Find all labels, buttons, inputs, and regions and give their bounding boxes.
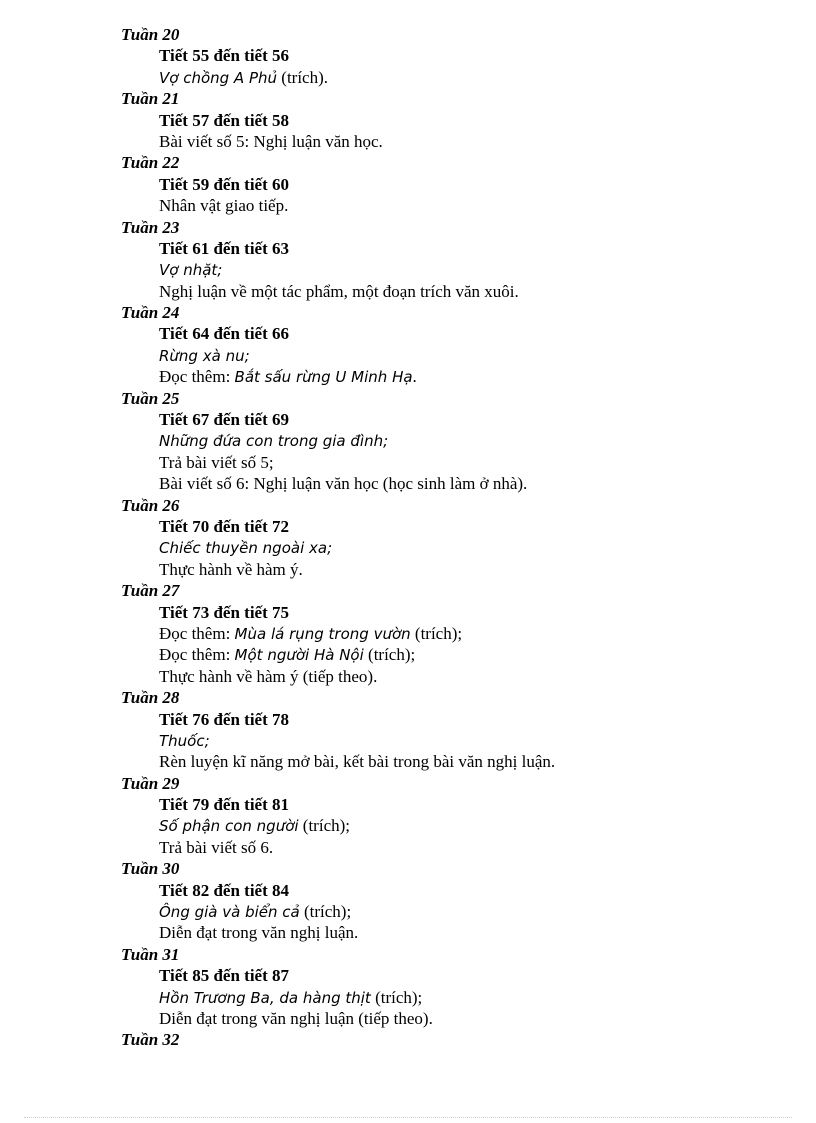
period-range: Tiết 64 đến tiết 66 [159,324,290,344]
lesson-text: Nhân vật giao tiếp. [159,196,289,216]
lesson-item [0,922,816,943]
week-heading: Tuần 31 [121,944,180,964]
lesson-text: (trích); [298,816,350,836]
lesson-text: Đọc thêm: [159,645,235,665]
lesson-text: Bài viết số 5: Nghị luận văn học. [159,131,383,151]
work-title: Chiếc thuyền ngoài xa; [159,539,333,558]
lesson-text: Bài viết số 6: Nghị luận văn học (học sinh làm ở nhà). [159,474,528,494]
work-title: Bắt sấu rừng U Minh Hạ [234,368,413,387]
work-title: Những đứa con trong gia đình; [159,432,389,451]
lesson-item [0,259,816,280]
lesson-item [0,987,816,1008]
lesson-item [0,131,816,152]
lesson-text: (trích). [277,67,329,87]
lesson-text: (trích); [363,645,416,665]
lesson-item [0,430,816,451]
work-title: Mùa lá rụng trong vườn [234,624,411,643]
period-range: Tiết 59 đến tiết 60 [159,174,290,194]
week-heading: Tuần 20 [121,25,180,44]
lesson-text: Nghị luận về một tác phẩm, một đoạn trích văn xuôi. [159,281,519,301]
lesson-text: Diễn đạt trong văn nghị luận. [159,923,359,943]
week-heading: Tuần 26 [121,495,180,515]
lesson-text: Diễn đạt trong văn nghị luận (tiếp theo). [159,1008,433,1028]
period-range: Tiết 61 đến tiết 63 [159,238,290,258]
week-heading: Tuần 29 [121,773,180,793]
period-range: Tiết 79 đến tiết 81 [159,795,290,815]
period-range: Tiết 57 đến tiết 58 [159,110,290,130]
lesson-item [0,623,816,644]
week-heading: Tuần 22 [121,153,180,173]
period-range: Tiết 67 đến tiết 69 [159,410,290,430]
lesson-item [0,559,816,580]
period-range: Tiết 55 đến tiết 56 [159,46,290,66]
lesson-item [0,1008,816,1029]
lesson-text: (trích); [410,623,463,643]
work-title: Vợ nhặt; [159,261,223,280]
period-range: Tiết 76 đến tiết 78 [159,709,290,729]
lesson-text: (trích); [370,987,423,1007]
lesson-item [0,195,816,216]
week-heading: Tuần 21 [121,89,180,109]
lesson-item [0,837,816,858]
lesson-item [0,345,816,366]
week-heading: Tuần 25 [121,388,180,408]
lesson-item [0,281,816,302]
page-bottom-divider [24,1117,792,1118]
work-title: Rừng xà nu; [159,346,250,365]
period-range: Tiết 85 đến tiết 87 [159,966,290,986]
lesson-text: Thực hành về hàm ý (tiếp theo). [159,666,378,686]
lesson-item [0,366,816,387]
week-heading: Tuần 23 [121,217,180,237]
lesson-text: Thực hành về hàm ý. [159,559,303,579]
week-heading: Tuần 32 [121,1030,180,1050]
week-heading: Tuần 27 [121,581,180,601]
lesson-item [0,537,816,558]
lesson-text: . [412,367,417,387]
document-page [0,24,816,1051]
week-heading: Tuần 28 [121,688,180,708]
lesson-item [0,452,816,473]
lesson-item [0,666,816,687]
lesson-item [0,67,816,88]
work-title: Hồn Trương Ba, da hàng thịt [159,988,371,1007]
period-range: Tiết 82 đến tiết 84 [159,880,290,900]
lesson-text: (trích); [299,902,352,922]
work-title: Số phận con người [159,817,299,836]
work-title: Thuốc; [159,731,210,750]
lesson-text: Rèn luyện kĩ năng mở bài, kết bài trong bài văn nghị luận. [159,752,556,772]
period-range: Tiết 73 đến tiết 75 [159,602,290,622]
week-heading: Tuần 24 [121,303,180,323]
week-heading: Tuần 30 [121,859,180,879]
lesson-text: Đọc thêm: [159,367,235,387]
period-range: Tiết 70 đến tiết 72 [159,516,290,536]
lesson-item [0,730,816,751]
work-title: Vợ chồng A Phủ [159,68,278,87]
lesson-item [0,751,816,772]
lesson-item [0,901,816,922]
work-title: Một người Hà Nội [234,646,364,665]
lesson-text: Đọc thêm: [159,623,235,643]
lesson-item [0,815,816,836]
lesson-item [0,644,816,665]
lesson-text: Trả bài viết số 5; [159,452,274,472]
lesson-item [0,473,816,494]
work-title: Ông già và biển cả [159,903,300,922]
lesson-text: Trả bài viết số 6. [159,837,274,857]
